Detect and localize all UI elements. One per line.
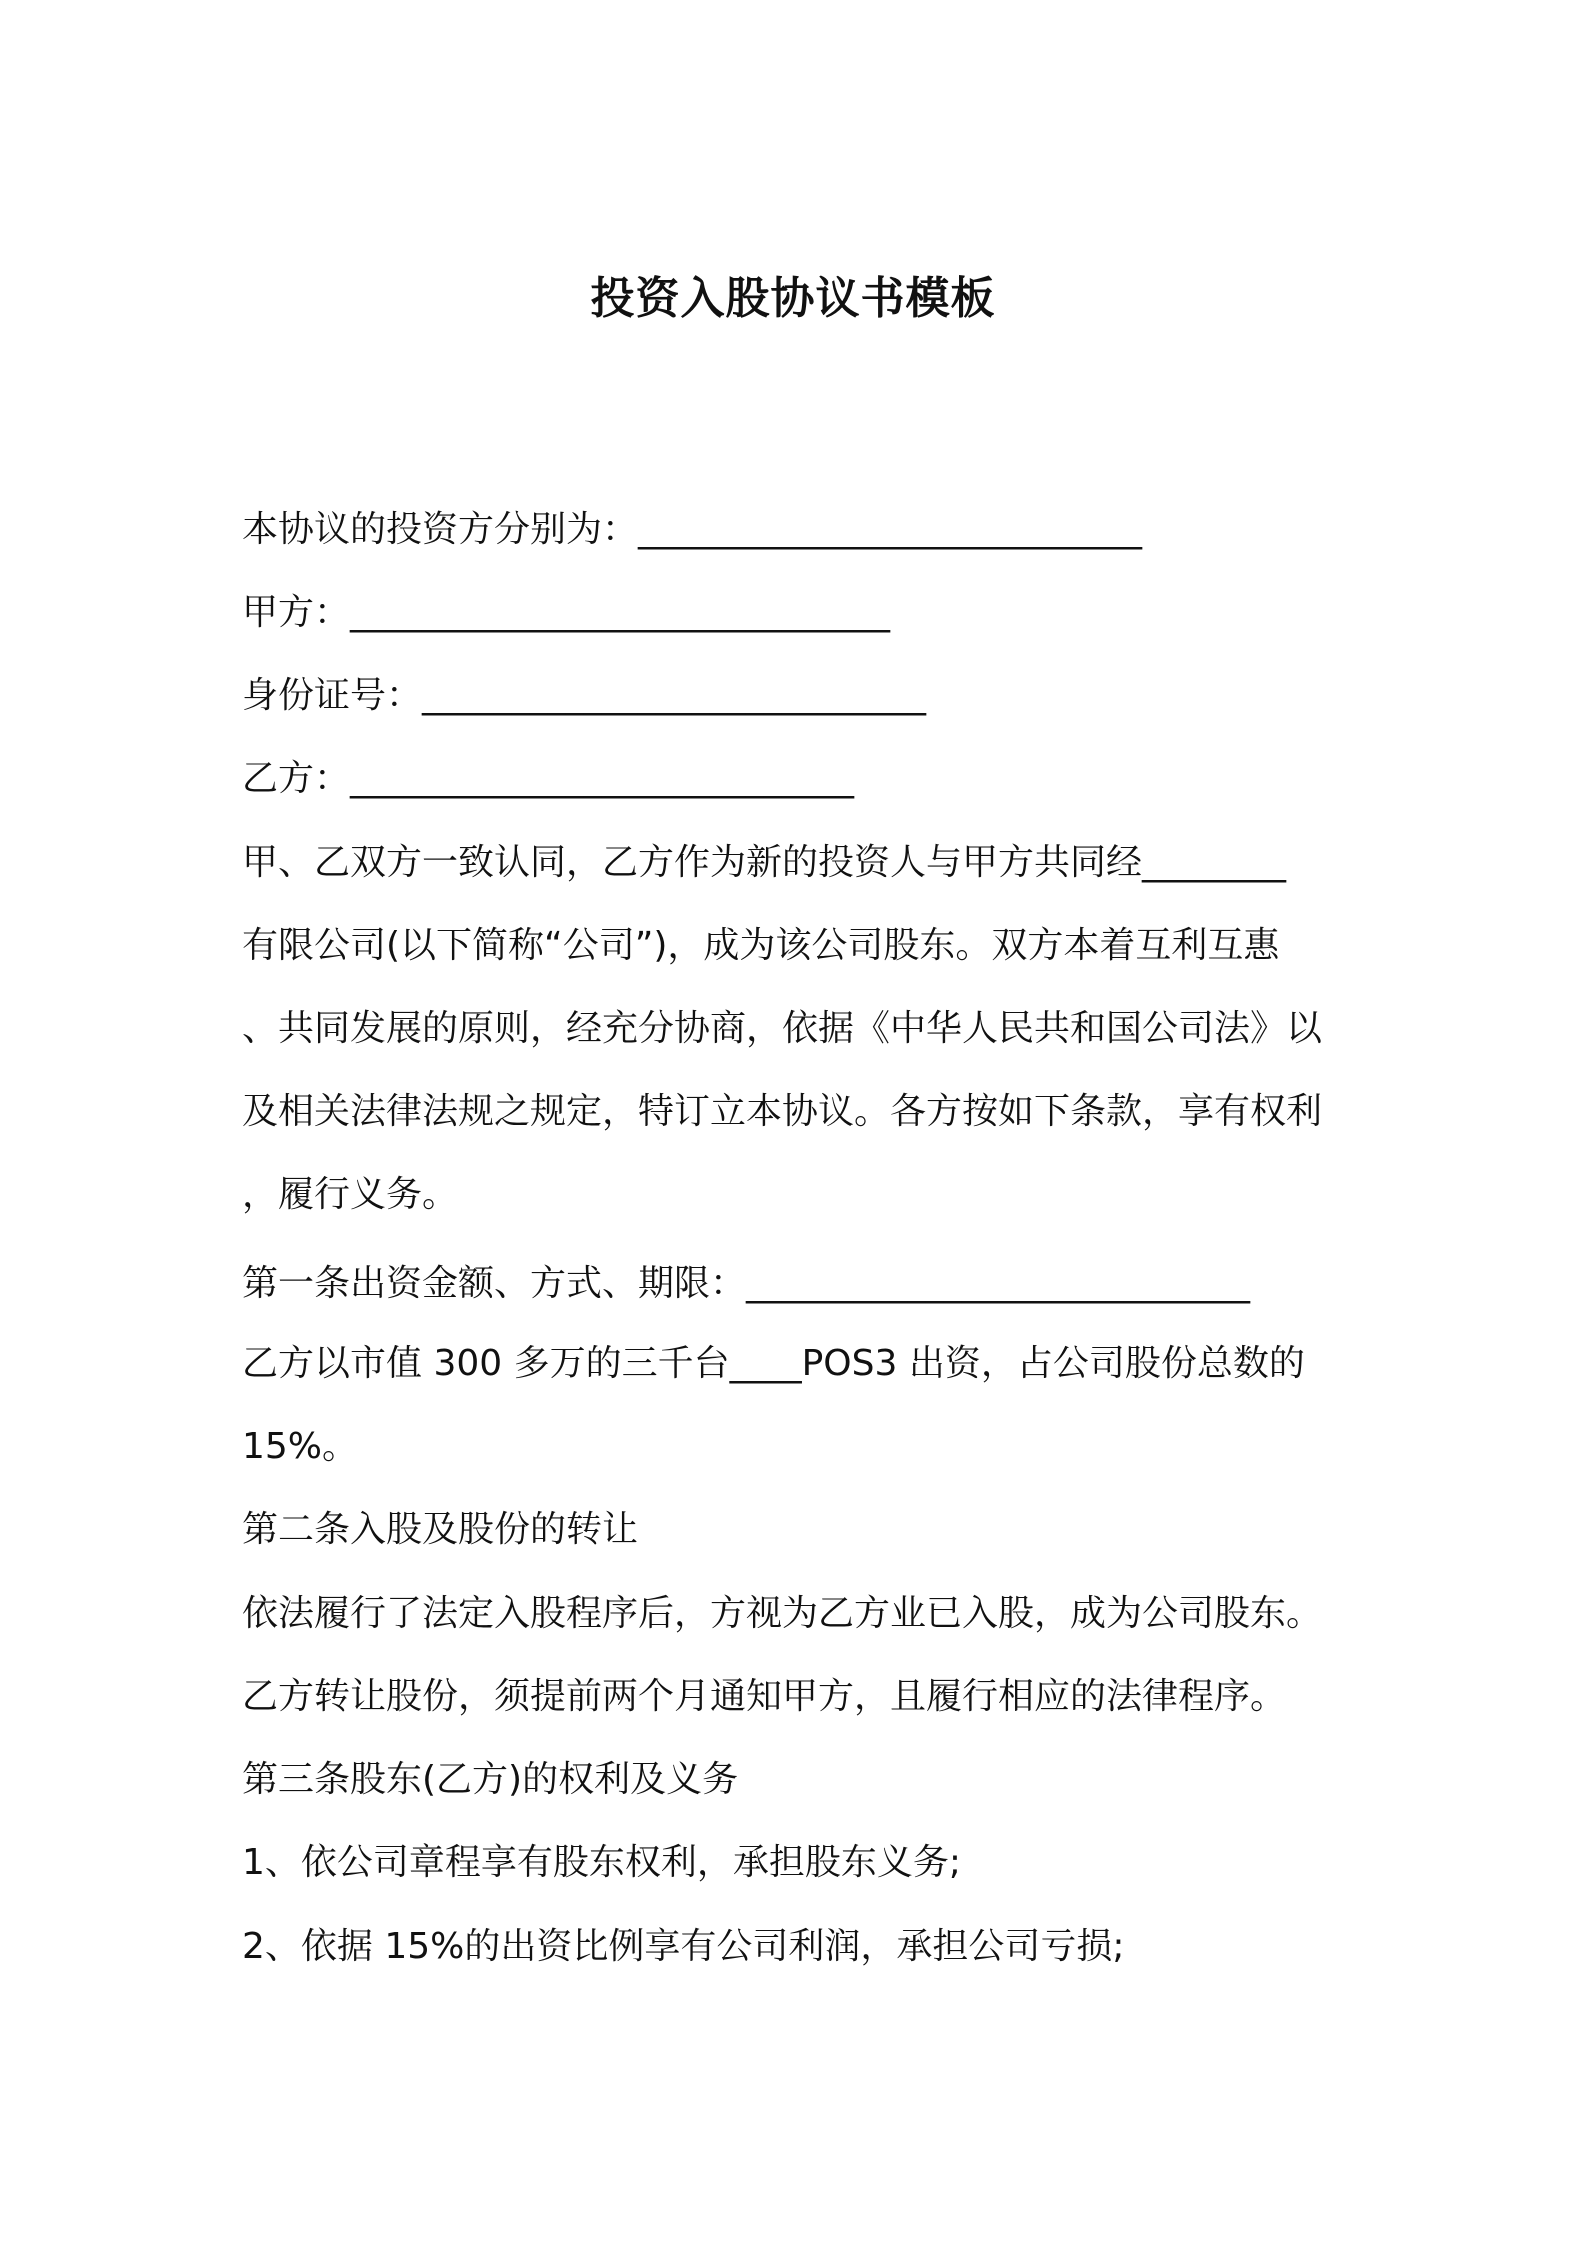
article-3-item-1: 1、依公司章程享有股东权利，承担股东义务;	[242, 1842, 962, 1883]
preamble-line-5: ，履行义务。	[242, 1174, 459, 1215]
article-1-heading: 第一条出资金额、方式、期限：____________________________	[242, 1263, 1251, 1304]
article-2-text-2: 乙方转让股份，须提前两个月通知甲方，且履行相应的法律程序。	[242, 1676, 1287, 1717]
article-3-heading: 第三条股东(乙方)的权利及义务	[242, 1759, 739, 1800]
party-b-line: 乙方：____________________________	[242, 758, 855, 799]
article-3-item-2: 2、依据 15%的出资比例享有公司利润，承担公司亏损;	[242, 1926, 1125, 1967]
preamble-line-3: 、共同发展的原则，经充分协商，依据《中华人民共和国公司法》以	[242, 1008, 1323, 1049]
id-number-line: 身份证号：____________________________	[242, 675, 927, 716]
article-2-text-1: 依法履行了法定入股程序后，方视为乙方业已入股，成为公司股东。	[242, 1593, 1323, 1634]
article-1-text-1: 乙方以市值 300 多万的三千台____POS3 出资，占公司股份总数的	[242, 1343, 1305, 1384]
preamble-line-1: 甲、乙双方一致认同，乙方作为新的投资人与甲方共同经________	[242, 842, 1287, 883]
article-2-heading: 第二条入股及股份的转让	[242, 1509, 639, 1550]
preamble-line-2: 有限公司(以下简称“公司”)，成为该公司股东。双方本着互利互惠	[242, 925, 1280, 966]
preamble-line-4: 及相关法律法规之规定，特订立本协议。各方按如下条款，享有权利	[242, 1091, 1323, 1132]
article-1-text-2: 15%。	[242, 1426, 359, 1467]
document-title: 投资入股协议书模板	[590, 273, 996, 324]
party-a-line: 甲方：______________________________	[242, 592, 891, 633]
investor-parties-line: 本协议的投资方分别为：____________________________	[242, 509, 1143, 550]
